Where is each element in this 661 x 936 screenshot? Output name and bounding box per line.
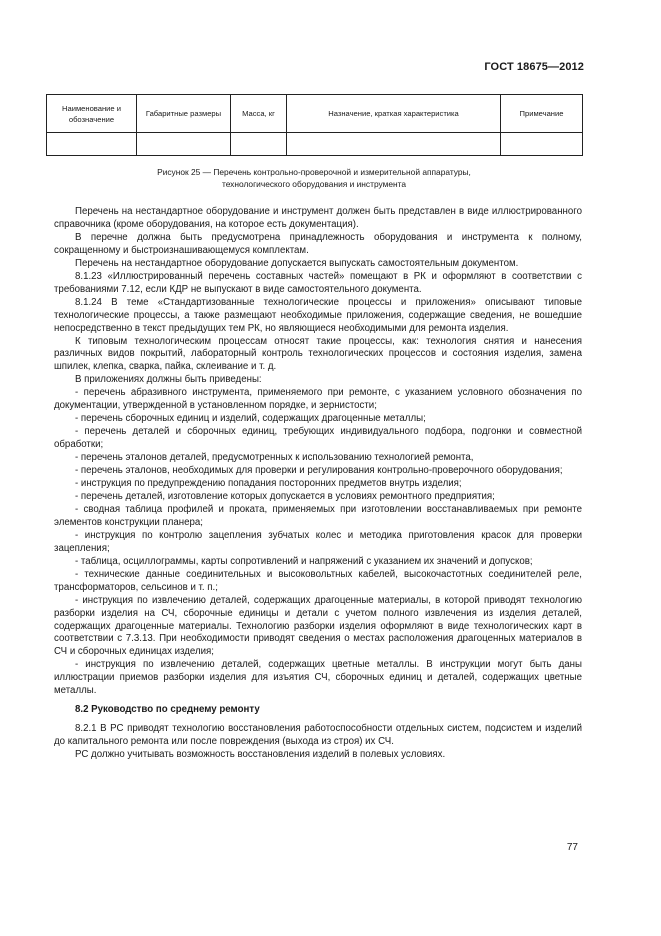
paragraph: РС должно учитывать возможность восстановления изделий в полевых условиях. — [75, 749, 446, 761]
paragraph: 8.1.23 «Иллюстрированный перечень составных частей» помещают в РК и оформляют в соответствии с требованиями 7.12, если КДР не выпускают в виде самостоятельного документа. — [54, 270, 582, 295]
table-cell — [47, 133, 137, 156]
list-item: - перечень деталей и сборочных единиц, требующих индивидуального подбора, подгонки и совместной обработки; — [54, 426, 582, 451]
body-text — [54, 206, 582, 762]
col-purpose: Назначение, краткая характеристика — [287, 95, 501, 133]
col-dimensions: Габаритные размеры — [137, 95, 231, 133]
list-item: - инструкция по контролю зацепления зубчатых колес и методика приготовления красок для проверки зацепления; — [54, 529, 582, 554]
paragraph: 8.1.24 В теме «Стандартизованные технологические процессы и приложения» описывают типовые технологические процессы, а также размещают необходимые приложения, содержащие сведения, не вошедшие непосредственно в текст предыдущих тем РК, но являющиеся необходимыми для ремонта изделия. — [54, 296, 582, 334]
paragraph: К типовым технологическим процессам относят такие процессы, как: технология снятия и нанесения различных видов покрытий, лабораторный контроль технологических процессов и состояния изделия, замена шпилек, клепка, сварка, пайка, склеивание и т. д. — [54, 335, 582, 373]
list-item: - перечень эталонов, необходимых для проверки и регулирования контрольно-проверочного оборудования; — [75, 465, 563, 477]
table-cell — [501, 133, 583, 156]
page-number: 77 — [566, 842, 578, 853]
col-name-designation: Наименование и обозначение — [47, 95, 137, 133]
list-item: - сводная таблица профилей и проката, применяемых при изготовлении восстанавливаемых при ремонте элементов конструкции планера; — [54, 503, 582, 528]
paragraph: В перечне должна быть предусмотрена принадлежность оборудования и инструмента к полному, сокращенному и быстроизнашивающемуся комплектам. — [54, 231, 582, 256]
table-cell — [287, 133, 501, 156]
table-cell — [137, 133, 231, 156]
list-item: - технические данные соединительных и высоковольтных кабелей, высокочастотных соединителей реле, трансформаторов, сельсинов и т. п.; — [54, 568, 582, 593]
table-header-row — [47, 95, 583, 133]
list-item: - перечень сборочных единиц и изделий, содержащих драгоценные металлы; — [75, 413, 426, 425]
figure-caption — [46, 167, 582, 190]
section-heading: 8.2 Руководство по среднему ремонту — [75, 704, 260, 716]
list-item: - инструкция по извлечению деталей, содержащих драгоценные материалы, в которой приводят технологию разборки изделия на СЧ, сборочные единицы и детали с учетом полного извлечения из изделия деталей, содержащих драгоценные материалы. Технологию разборки изделия оформляют в виде технологических карт в соответствии с 7.3.13. При необходимости приводят сведения о местах расположения драгоценных материалов в СЧ и сборочных единицах изделия; — [54, 594, 582, 658]
table-cell — [231, 133, 287, 156]
paragraph: Перечень на нестандартное оборудование допускается выпускать самостоятельным документом. — [75, 257, 519, 269]
list-item: - перечень деталей, изготовление которых допускается в условиях ремонтного предприятия; — [75, 490, 495, 502]
list-item: - перечень эталонов деталей, предусмотренных к использованию технологией ремонта, — [75, 452, 474, 464]
col-note: Примечание — [501, 95, 583, 133]
list-item: - инструкция по предупреждению попадания посторонних предметов внутрь изделия; — [75, 478, 462, 490]
standard-header: ГОСТ 18675—2012 — [484, 61, 584, 73]
equipment-list-table — [46, 94, 583, 156]
paragraph: В приложениях должны быть приведены: — [75, 374, 262, 386]
list-item: - перечень абразивного инструмента, применяемого при ремонте, с указанием условного обозначения по документации, утвержденной в установленном порядке, и зернистости; — [54, 387, 582, 412]
col-mass: Масса, кг — [231, 95, 287, 133]
list-item: - инструкция по извлечению деталей, содержащих цветные металлы. В инструкции могут быть даны иллюстрации приемов разборки изделия для изъятия СЧ, сборочных единиц и деталей, содержащих цветные металлы. — [54, 659, 582, 697]
table-row — [47, 133, 583, 156]
caption-line: технологического оборудования и инструмента — [221, 178, 407, 189]
list-item: - таблица, осциллограммы, карты сопротивлений и напряжений с указанием их значений и допусков; — [75, 555, 533, 567]
paragraph: 8.2.1 В РС приводят технологию восстановления работоспособности отдельных систем, подсистем и изделий до капитального ремонта или после повреждения (выхода из строя) их СЧ. — [54, 723, 582, 748]
paragraph: Перечень на нестандартное оборудование и инструмент должен быть представлен в виде иллюстрированного справочника (кроме оборудования, на которое есть документация). — [54, 206, 582, 230]
caption-line: Рисунок 25 — Перечень контрольно-проверочной и измерительной аппаратуры, — [157, 167, 471, 177]
